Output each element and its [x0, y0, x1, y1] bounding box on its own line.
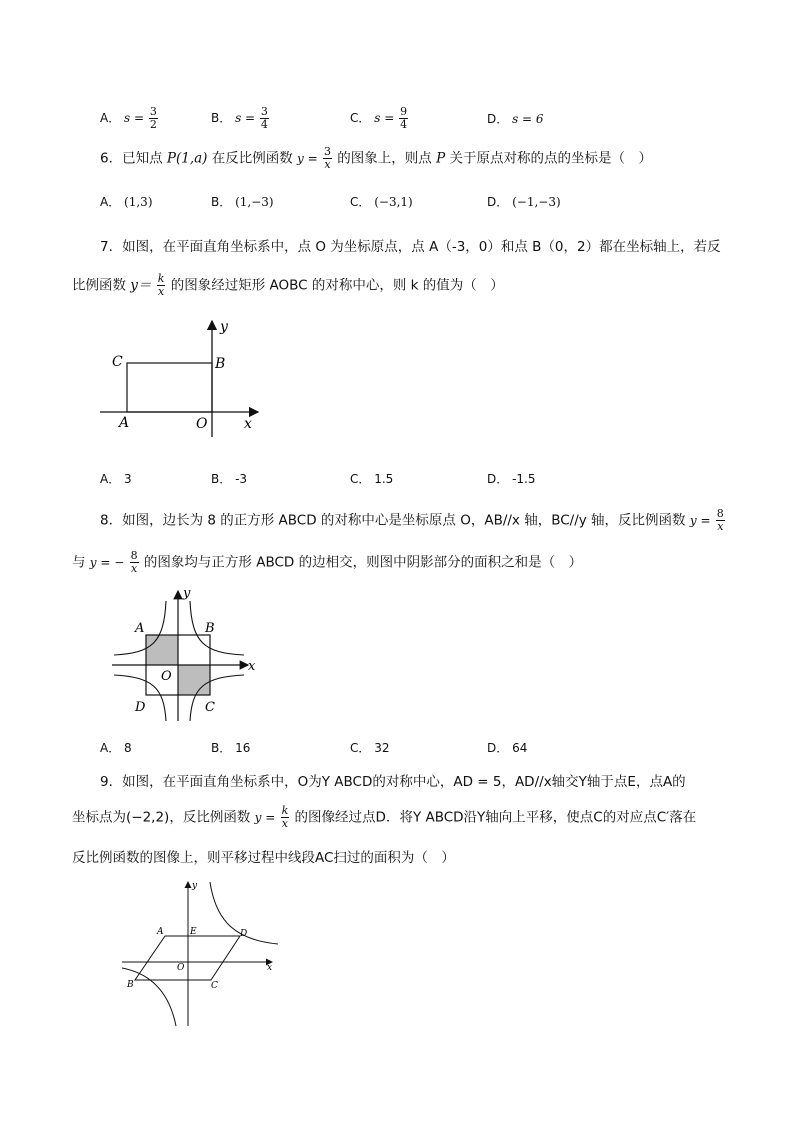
q8-stem-line1: 8．如图，边长为 8 的正方形 ABCD 的对称中心是坐标原点 O，AB//x 轴，BC//y 轴，反比例函数 y = $\frac{8}{x}$	[100, 507, 724, 533]
label-y: y	[220, 319, 228, 335]
q9-stem-line1: 9．如图，在平面直角坐标系中，O为Y ABCD的对称中心，AD = 5，AD//x轴交Y轴于点E，点A的	[100, 774, 686, 790]
label-a: A	[135, 621, 145, 636]
q6-option-c: C． (−3,1)	[350, 195, 413, 209]
label-b: B	[205, 621, 215, 636]
rectangle-aobc	[127, 363, 212, 412]
label-y: y	[192, 881, 198, 891]
label-x: x	[267, 963, 273, 973]
q7-option-a: A． 3	[100, 472, 132, 486]
q8-option-c: C． 32	[350, 741, 390, 755]
label-a: A	[119, 415, 130, 431]
label-b: B	[127, 980, 134, 990]
q5-option-a: A． s = $\frac{3}{2}$	[100, 105, 157, 131]
hyperbola-q1	[190, 601, 244, 655]
q6-option-d: D． (−1,−3)	[487, 195, 561, 209]
q6-option-b: B． (1,−3)	[211, 195, 274, 209]
q8-option-b: B． 16	[211, 741, 251, 755]
label-c: C	[211, 981, 218, 991]
label-a: A	[157, 927, 164, 937]
label-o: O	[196, 416, 208, 432]
label-e: E	[190, 927, 197, 937]
label-x: x	[244, 416, 252, 432]
label-d: D	[240, 929, 248, 939]
hyperbola-q3	[122, 968, 176, 1026]
q5-option-c: C． s = $\frac{9}{4}$	[350, 105, 408, 131]
fraction: $\frac{3}{2}$	[149, 105, 157, 131]
label-c: C	[112, 354, 123, 370]
q8-option-a: A． 8	[100, 741, 132, 755]
q7-option-c: C． 1.5	[350, 472, 394, 486]
fraction: $\frac{k}{x}$	[157, 272, 165, 298]
shaded-region-a	[146, 635, 178, 665]
q8-option-d: D． 64	[487, 741, 528, 755]
q7-figure	[90, 315, 270, 445]
q7-stem-line2: 比例函数 y＝ $\frac{k}{x}$ 的图象经过矩形 AOBC 的对称中心，则 k 的值为（ ）	[72, 272, 504, 298]
q6-stem: 6．已知点 P(1,a) 在反比例函数 y = $\frac{3}{x}$ 的图象上，则点 P 关于原点对称的点的坐标是（ ）	[100, 145, 652, 171]
fraction: $\frac{9}{4}$	[400, 105, 408, 131]
q7-option-d: D． -1.5	[487, 472, 536, 486]
q6-option-a: A． (1,3)	[100, 195, 153, 209]
fraction: $\frac{3}{4}$	[260, 105, 268, 131]
q8-stem-line2: 与 y = − $\frac{8}{x}$ 的图象均与正方形 ABCD 的边相交，则图中阴影部分的面积之和是（ ）	[72, 549, 583, 575]
q9-stem-line3: 反比例函数的图像上，则平移过程中线段AC扫过的面积为（ ）	[72, 850, 455, 866]
q7-option-b: B． -3	[211, 472, 248, 486]
q5-option-b: B． s = $\frac{3}{4}$	[211, 105, 268, 131]
label-b: B	[215, 356, 226, 372]
label-y: y	[183, 586, 191, 601]
shaded-region-c	[178, 665, 210, 695]
fraction: $\frac{k}{x}$	[281, 804, 289, 830]
q7-stem-line1: 7．如图，在平面直角坐标系中，点 O 为坐标原点，点 A（-3，0）和点 B（0，2）都在坐标轴上，若反	[100, 239, 721, 255]
fraction: $\frac{8}{x}$	[716, 507, 724, 533]
label-o: O	[177, 963, 185, 973]
label-d: D	[135, 700, 146, 715]
q9-stem-line2: 坐标点为(−2,2)，反比例函数 y = $\frac{k}{x}$ 的图像经过点D．将Y ABCD沿Y轴向上平移，使点C的对应点C′落在	[72, 804, 697, 830]
q5-option-d: D． s = 6	[487, 112, 544, 126]
label-c: C	[205, 700, 215, 715]
fraction: $\frac{8}{x}$	[130, 549, 138, 575]
q9-figure	[110, 878, 290, 1028]
q8-figure	[108, 585, 268, 725]
fraction: $\frac{3}{x}$	[323, 145, 331, 171]
label-x: x	[248, 659, 256, 674]
label-o: O	[161, 669, 172, 684]
